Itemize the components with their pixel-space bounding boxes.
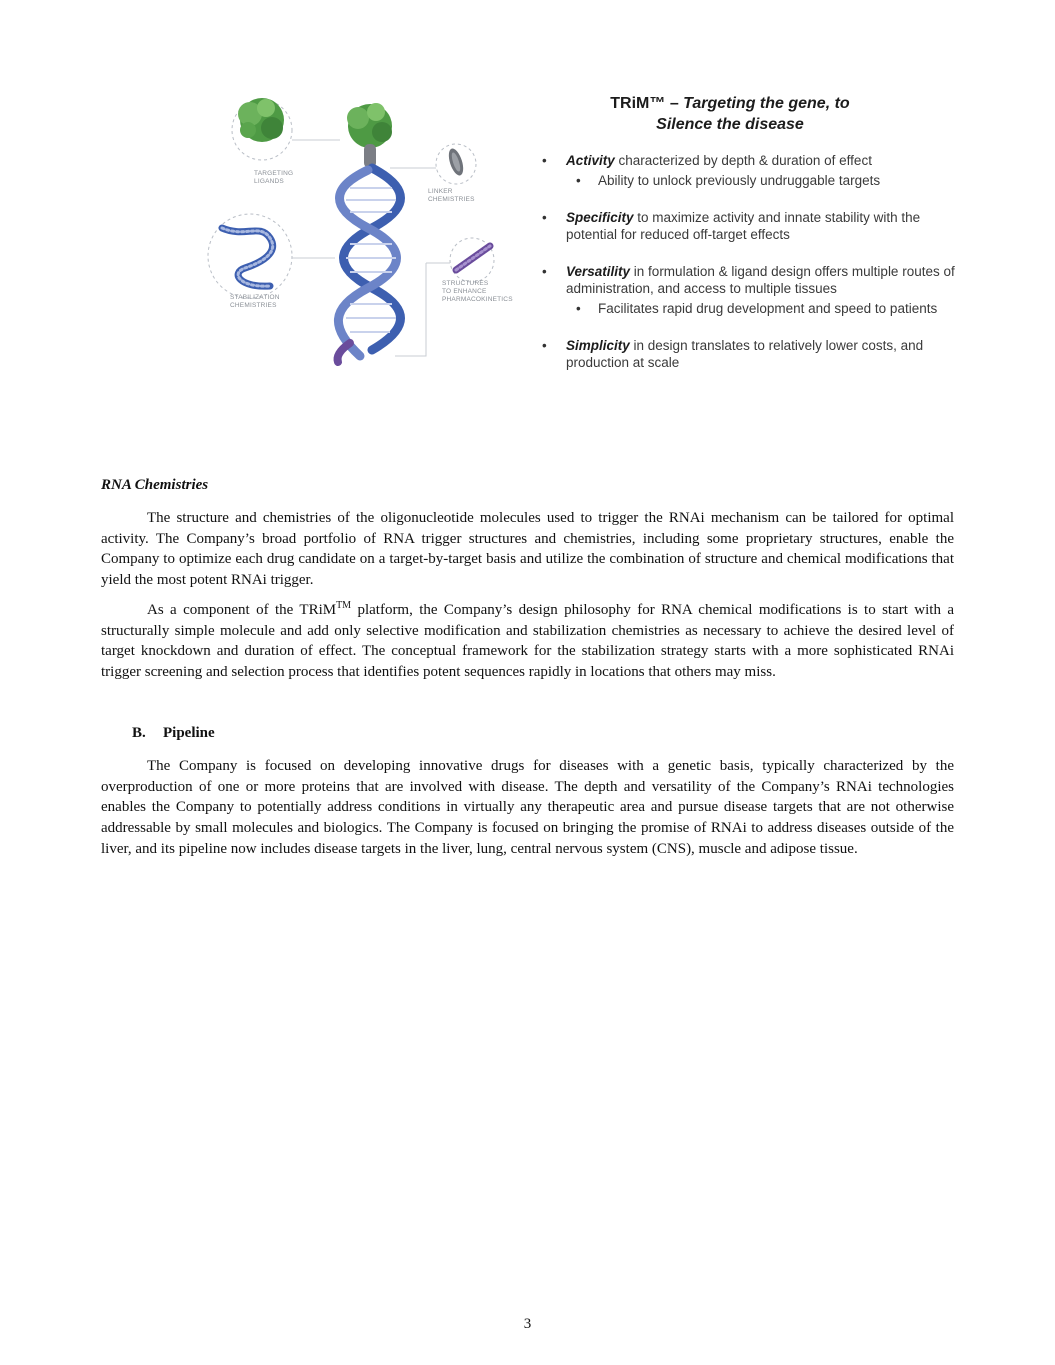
bullet-activity: [540, 152, 960, 169]
linker-icon: [446, 147, 466, 177]
bullet-key: Activity: [566, 153, 615, 168]
stabilization-strand-icon: [222, 228, 273, 286]
sub-bullet-rapid-development: • Facilitates rapid drug development and speed to patients: [540, 300, 960, 317]
trim-summary-panel: [540, 93, 960, 371]
panel-title-prefix: TRiM™ –: [610, 95, 684, 112]
panel-title-line2: Silence the disease: [656, 116, 804, 133]
rnai-molecule-diagram: [200, 88, 530, 378]
linker-chemistries-label: LINKER CHEMISTRIES: [428, 188, 475, 203]
pipeline-title: Pipeline: [163, 725, 215, 741]
pipeline-number: B.: [132, 725, 146, 741]
bullet-specificity: [540, 209, 960, 243]
bullet-text: in design translates to relatively lower costs, and production at scale: [566, 338, 924, 370]
rna-p2-start: As a component of the TRiM: [147, 602, 337, 618]
bullet-text: in formulation & ligand design offers multiple routes of administration, and access to multiple tissues: [566, 264, 955, 296]
pipeline-heading: [132, 725, 215, 742]
rna-paragraph-2: [101, 600, 954, 683]
bullet-key: Specificity: [566, 210, 634, 225]
bullet-text: characterized by depth & duration of effect: [614, 153, 872, 168]
rna-paragraph-1: The structure and chemistries of the oligonucleotide molecules used to trigger the RNAi mechanism can be tailored for optimal activity. The Company’s broad portfolio of RNA trigger structures and chemistries, including some proprietary structures, enable the Company to optimize each drug candidate on a target-by-target basis and utilize the combination of structure and chemical modifications that yield the most potent RNAi trigger.: [101, 510, 954, 589]
rna-chemistries-heading: RNA Chemistries: [101, 477, 209, 493]
bullet-simplicity: [540, 337, 960, 371]
stabilization-chemistries-label: STABILIZATION CHEMISTRIES: [230, 294, 280, 309]
bullet-versatility: [540, 263, 960, 297]
double-helix-icon: [338, 168, 401, 362]
panel-title-emph: Targeting the gene, to: [683, 95, 850, 112]
panel-title: [550, 93, 910, 135]
trim-figure: [0, 0, 1055, 440]
targeting-ligands-label: TARGETING LIGANDS: [254, 170, 294, 185]
bullet-text: to maximize activity and innate stability with the potential for reduced off-target effects: [566, 210, 921, 242]
bullet-key: Versatility: [566, 264, 631, 279]
helix-illustration: [200, 88, 530, 378]
bullet-key: Simplicity: [566, 338, 630, 353]
helix-ligand-icon: [347, 103, 392, 168]
rna-p2-rest: platform, the Company’s design philosophy for RNA chemical modifications is to start with a structurally simple molecule and add only selective modification and stabilization chemistries as necessary to achieve the desired level of target knockdown and duration of effect. The conceptual framework for the stabilization strategy starts with a more sophisticated RNAi trigger screening and selection process that identifies potent sequences rapidly in locations that others may miss.: [101, 602, 954, 681]
feature-list: [540, 152, 960, 371]
sub-bullet-undruggable: • Ability to unlock previously undruggable targets: [540, 172, 960, 189]
pipeline-paragraph: The Company is focused on developing innovative drugs for diseases with a genetic basis, typically characterized by the overproduction of one or more proteins that are involved with disease. The depth and versatility of the Company’s RNAi technologies enables the Company to potentially address conditions in virtually any therapeutic area and pursue disease targets that are not otherwise addressable by small molecules and biologics. The Company is focused on bringing the promise of RNAi to address diseases outside of the liver, and its pipeline now includes disease targets in the liver, lung, central nervous system (CNS), muscle and adipose tissue.: [101, 758, 954, 857]
trademark-sup: TM: [336, 600, 352, 611]
targeting-ligand-icon: [238, 98, 284, 142]
page-number: 3: [523, 1316, 532, 1332]
structures-label: STRUCTURES TO ENHANCE PHARMACOKINETICS: [442, 280, 513, 303]
